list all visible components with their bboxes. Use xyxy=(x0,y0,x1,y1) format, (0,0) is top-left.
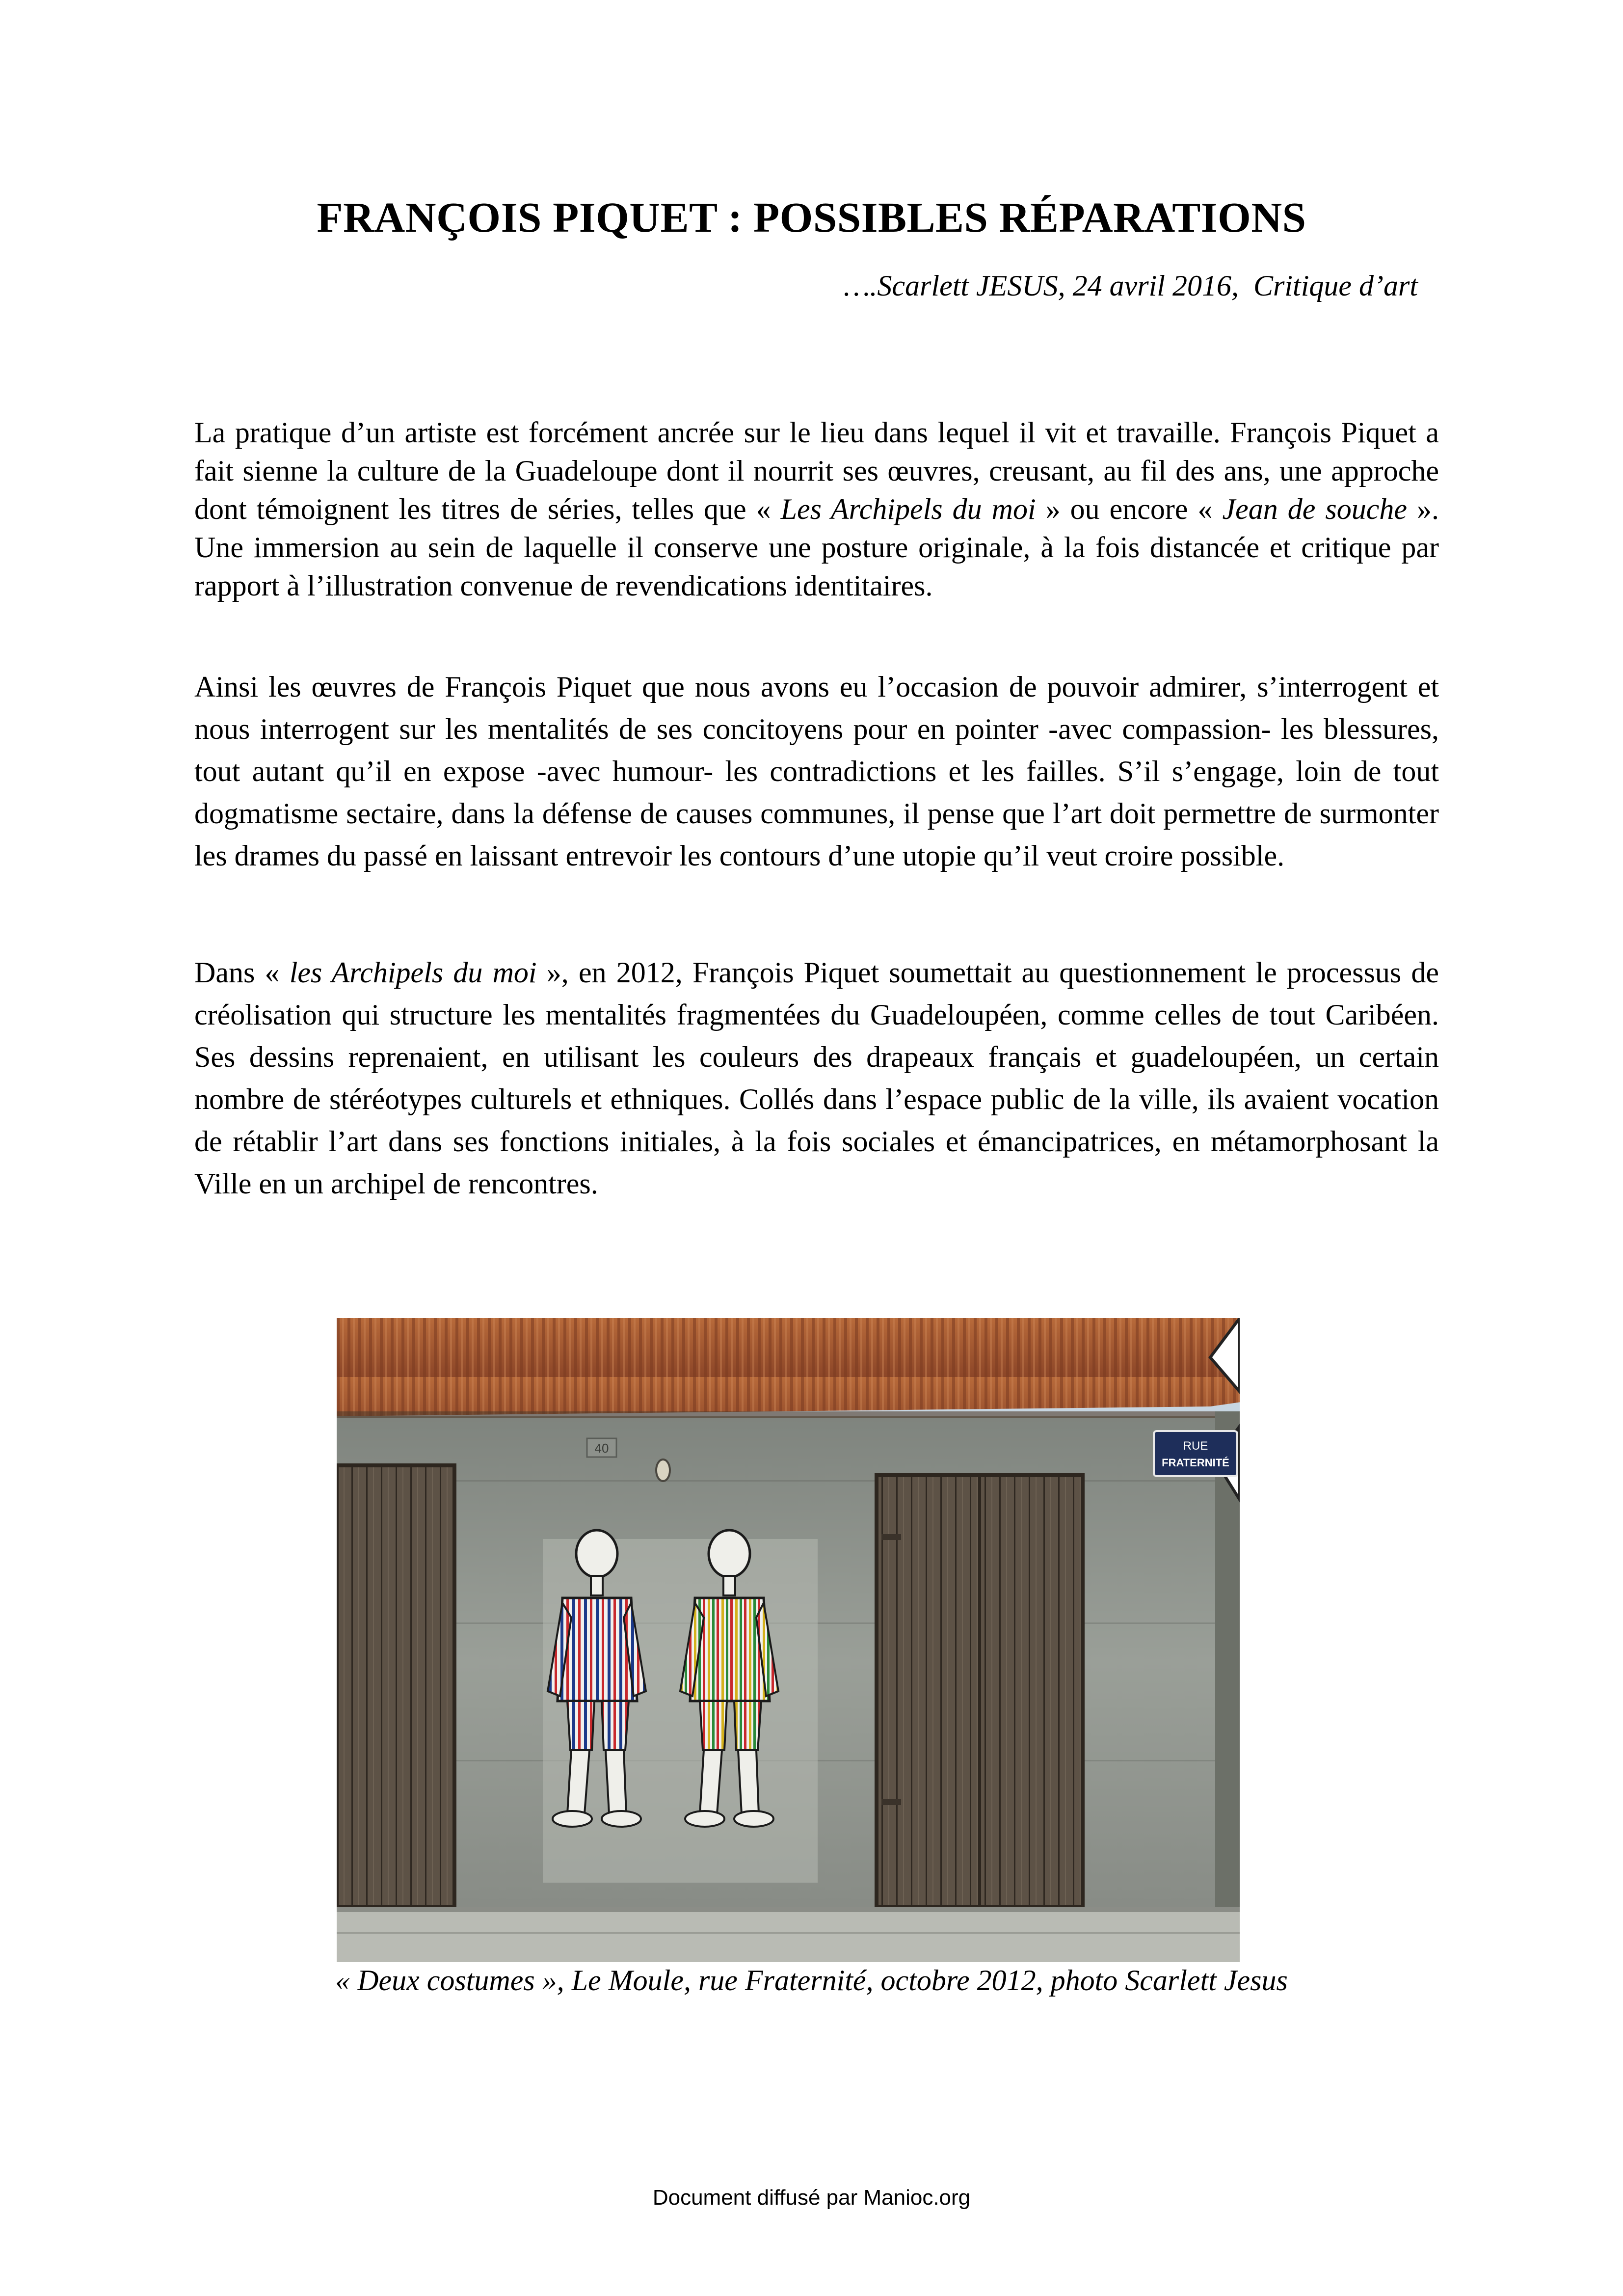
paragraph-3 xyxy=(194,951,1439,1205)
street-sign-line1: RUE xyxy=(1183,1439,1208,1453)
paragraph-3-text-c: », en 2012, François Piquet soumettait au questionnement le processus de créolisation qui structure les mentalités fragmentées du Guadeloupéen, comme celles de tout Caribéen. Ses dessins reprenaient, en utilisant les couleurs des drapeaux français et guadeloupéen, un certain nombre de stéréotypes culturels et ethniques. Collés dans l’espace public de la ville, ils avaient vocation de rétablir l’art dans ses fonctions initiales, à la fois sociales et émancipatrices, en métamorphosant la Ville en un archipel de rencontres. xyxy=(194,956,1439,1200)
left-door xyxy=(337,1465,454,1907)
house-number: 40 xyxy=(594,1441,609,1456)
street-sign-line2: FRATERNITÉ xyxy=(1162,1457,1229,1469)
paragraph-3-text-a: Dans « xyxy=(194,956,290,989)
series-title-jean-de-souche: Jean de souche xyxy=(1222,493,1407,525)
paragraph-1-text-c: » ou encore « xyxy=(1036,493,1223,525)
photo-caption: « Deux costumes », Le Moule, rue Fraternité, octobre 2012, photo Scarlett Jesus xyxy=(335,1964,1288,1997)
paragraph-1-text-e: ». Une immersion au sein de laquelle il conserve une posture originale, à la fois distancée et critique par rapport à l’illustration convenue de revendications identitaires. xyxy=(194,493,1439,602)
article-byline: ….Scarlett JESUS, 24 avril 2016, Critique d’art xyxy=(844,270,1418,302)
paragraph-1 xyxy=(194,413,1439,605)
series-title-archipels: Les Archipels du moi xyxy=(780,493,1036,525)
paragraph-1-text-a: La pratique d’un artiste est forcément ancrée sur le lieu dans lequel il vit et travaille. François Piquet a fait sienne la culture de la Guadeloupe dont il nourrit ses œuvres, creusant, au fil des ans, une approche dont témoignent les titres de séries, telles que « xyxy=(194,416,1439,525)
footer-credit: Document diffusé par Manioc.org xyxy=(652,2186,971,2210)
paragraph-2 xyxy=(194,666,1439,877)
article-title: FRANÇOIS PIQUET : POSSIBLES RÉPARATIONS xyxy=(317,193,1306,241)
paragraph-2-text: Ainsi les œuvres de François Piquet que nous avons eu l’occasion de pouvoir admirer, s’interrogent et nous interrogent sur les mentalités de ses concitoyens pour en pointer -avec compassion- les blessures, tout autant qu’il en expose -avec humour- les contradictions et les failles. S’il s’engage, loin de tout dogmatisme sectaire, dans la défense de causes communes, il pense que l’art doit permettre de surmonter les drames du passé en laissant entrevoir les contours d’une utopie qu’il veut croire possible. xyxy=(194,671,1439,872)
artwork-photo xyxy=(337,1318,1240,1962)
series-title-archipels-2: les Archipels du moi xyxy=(289,956,537,989)
street-sign xyxy=(1154,1431,1237,1476)
corrugated-roof xyxy=(337,1318,1240,1416)
